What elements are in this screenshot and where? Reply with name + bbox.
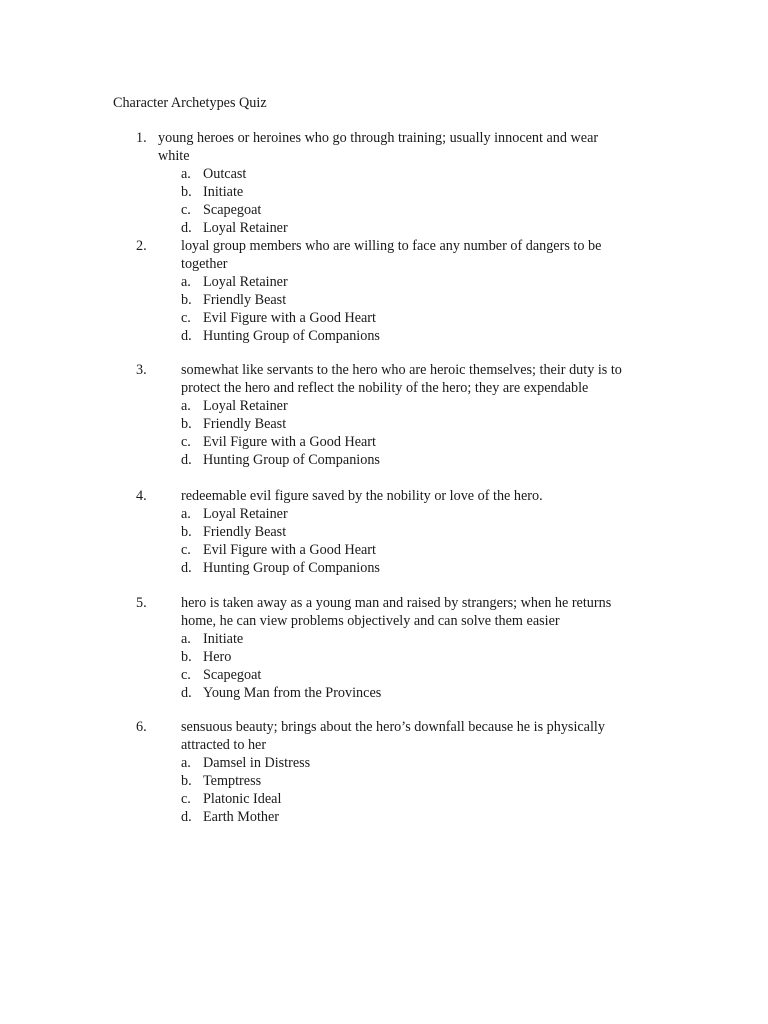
option-letter: b. — [181, 649, 192, 665]
option-label: Temptress — [203, 773, 262, 789]
question-text-line: protect the hero and reflect the nobility of the hero; they are expendable — [181, 380, 589, 396]
option-letter: b. — [181, 184, 192, 200]
option-label: Hunting Group of Companions — [203, 560, 380, 576]
option-label: Loyal Retainer — [203, 274, 288, 290]
question-number: 1. — [136, 130, 147, 146]
question-number: 3. — [136, 362, 147, 378]
option-label: Young Man from the Provinces — [203, 685, 382, 701]
question-text-line: together — [181, 256, 228, 272]
question-number: 6. — [136, 719, 147, 735]
option-letter: d. — [181, 452, 192, 468]
option-letter: d. — [181, 809, 192, 825]
question-text — [181, 361, 622, 397]
option-letter: b. — [181, 416, 192, 432]
option-letter: c. — [181, 310, 191, 326]
option-letter: c. — [181, 791, 191, 807]
option-label: Outcast — [203, 166, 247, 182]
option-letter: b. — [181, 773, 192, 789]
option-label: Hero — [203, 649, 232, 665]
option-label: Scapegoat — [203, 667, 262, 683]
option-label: Initiate — [203, 184, 244, 200]
question-text-line: hero is taken away as a young man and raised by strangers; when he returns — [181, 595, 612, 611]
question-text-line: young heroes or heroines who go through training; usually innocent and wear — [158, 130, 599, 146]
option-letter: a. — [181, 398, 191, 414]
option-label: Loyal Retainer — [203, 398, 288, 414]
option-letter: c. — [181, 542, 191, 558]
option-letter: a. — [181, 506, 191, 522]
question-number: 4. — [136, 488, 147, 504]
option-label: Hunting Group of Companions — [203, 452, 380, 468]
question-text-line: home, he can view problems objectively and can solve them easier — [181, 613, 560, 629]
question-text — [181, 718, 605, 754]
option-label: Damsel in Distress — [203, 755, 311, 771]
option-label: Evil Figure with a Good Heart — [203, 542, 376, 558]
question-text-line: somewhat like servants to the hero who are heroic themselves; their duty is to — [181, 362, 622, 378]
option-letter: a. — [181, 274, 191, 290]
option-letter: b. — [181, 524, 192, 540]
option-letter: a. — [181, 631, 191, 647]
question-number: 2. — [136, 238, 147, 254]
question-text — [158, 129, 598, 165]
option-letter: d. — [181, 328, 192, 344]
option-letter: a. — [181, 755, 191, 771]
option-label: Friendly Beast — [203, 292, 287, 308]
question-text-line: white — [158, 148, 190, 164]
question-number: 5. — [136, 595, 147, 611]
option-label: Platonic Ideal — [203, 791, 282, 807]
option-label: Hunting Group of Companions — [203, 328, 380, 344]
option-label: Evil Figure with a Good Heart — [203, 434, 376, 450]
option-label: Earth Mother — [203, 809, 280, 825]
question-text-line: redeemable evil figure saved by the nobility or love of the hero. — [181, 488, 543, 504]
question-text — [181, 487, 543, 505]
option-label: Loyal Retainer — [203, 220, 288, 236]
question-text-line: loyal group members who are willing to face any number of dangers to be — [181, 238, 602, 254]
page-title: Character Archetypes Quiz — [113, 95, 267, 111]
option-label: Friendly Beast — [203, 416, 287, 432]
option-letter: d. — [181, 685, 192, 701]
option-label: Scapegoat — [203, 202, 262, 218]
option-letter: b. — [181, 292, 192, 308]
option-label: Evil Figure with a Good Heart — [203, 310, 376, 326]
option-letter: d. — [181, 560, 192, 576]
option-letter: c. — [181, 667, 191, 683]
option-label: Loyal Retainer — [203, 506, 288, 522]
option-label: Initiate — [203, 631, 244, 647]
question-text-line: sensuous beauty; brings about the hero’s downfall because he is physically — [181, 719, 605, 735]
option-letter: a. — [181, 166, 191, 182]
option-letter: c. — [181, 202, 191, 218]
option-letter: c. — [181, 434, 191, 450]
option-letter: d. — [181, 220, 192, 236]
question-text — [181, 237, 601, 273]
question-text — [181, 594, 611, 630]
question-text-line: attracted to her — [181, 737, 267, 753]
option-label: Friendly Beast — [203, 524, 287, 540]
